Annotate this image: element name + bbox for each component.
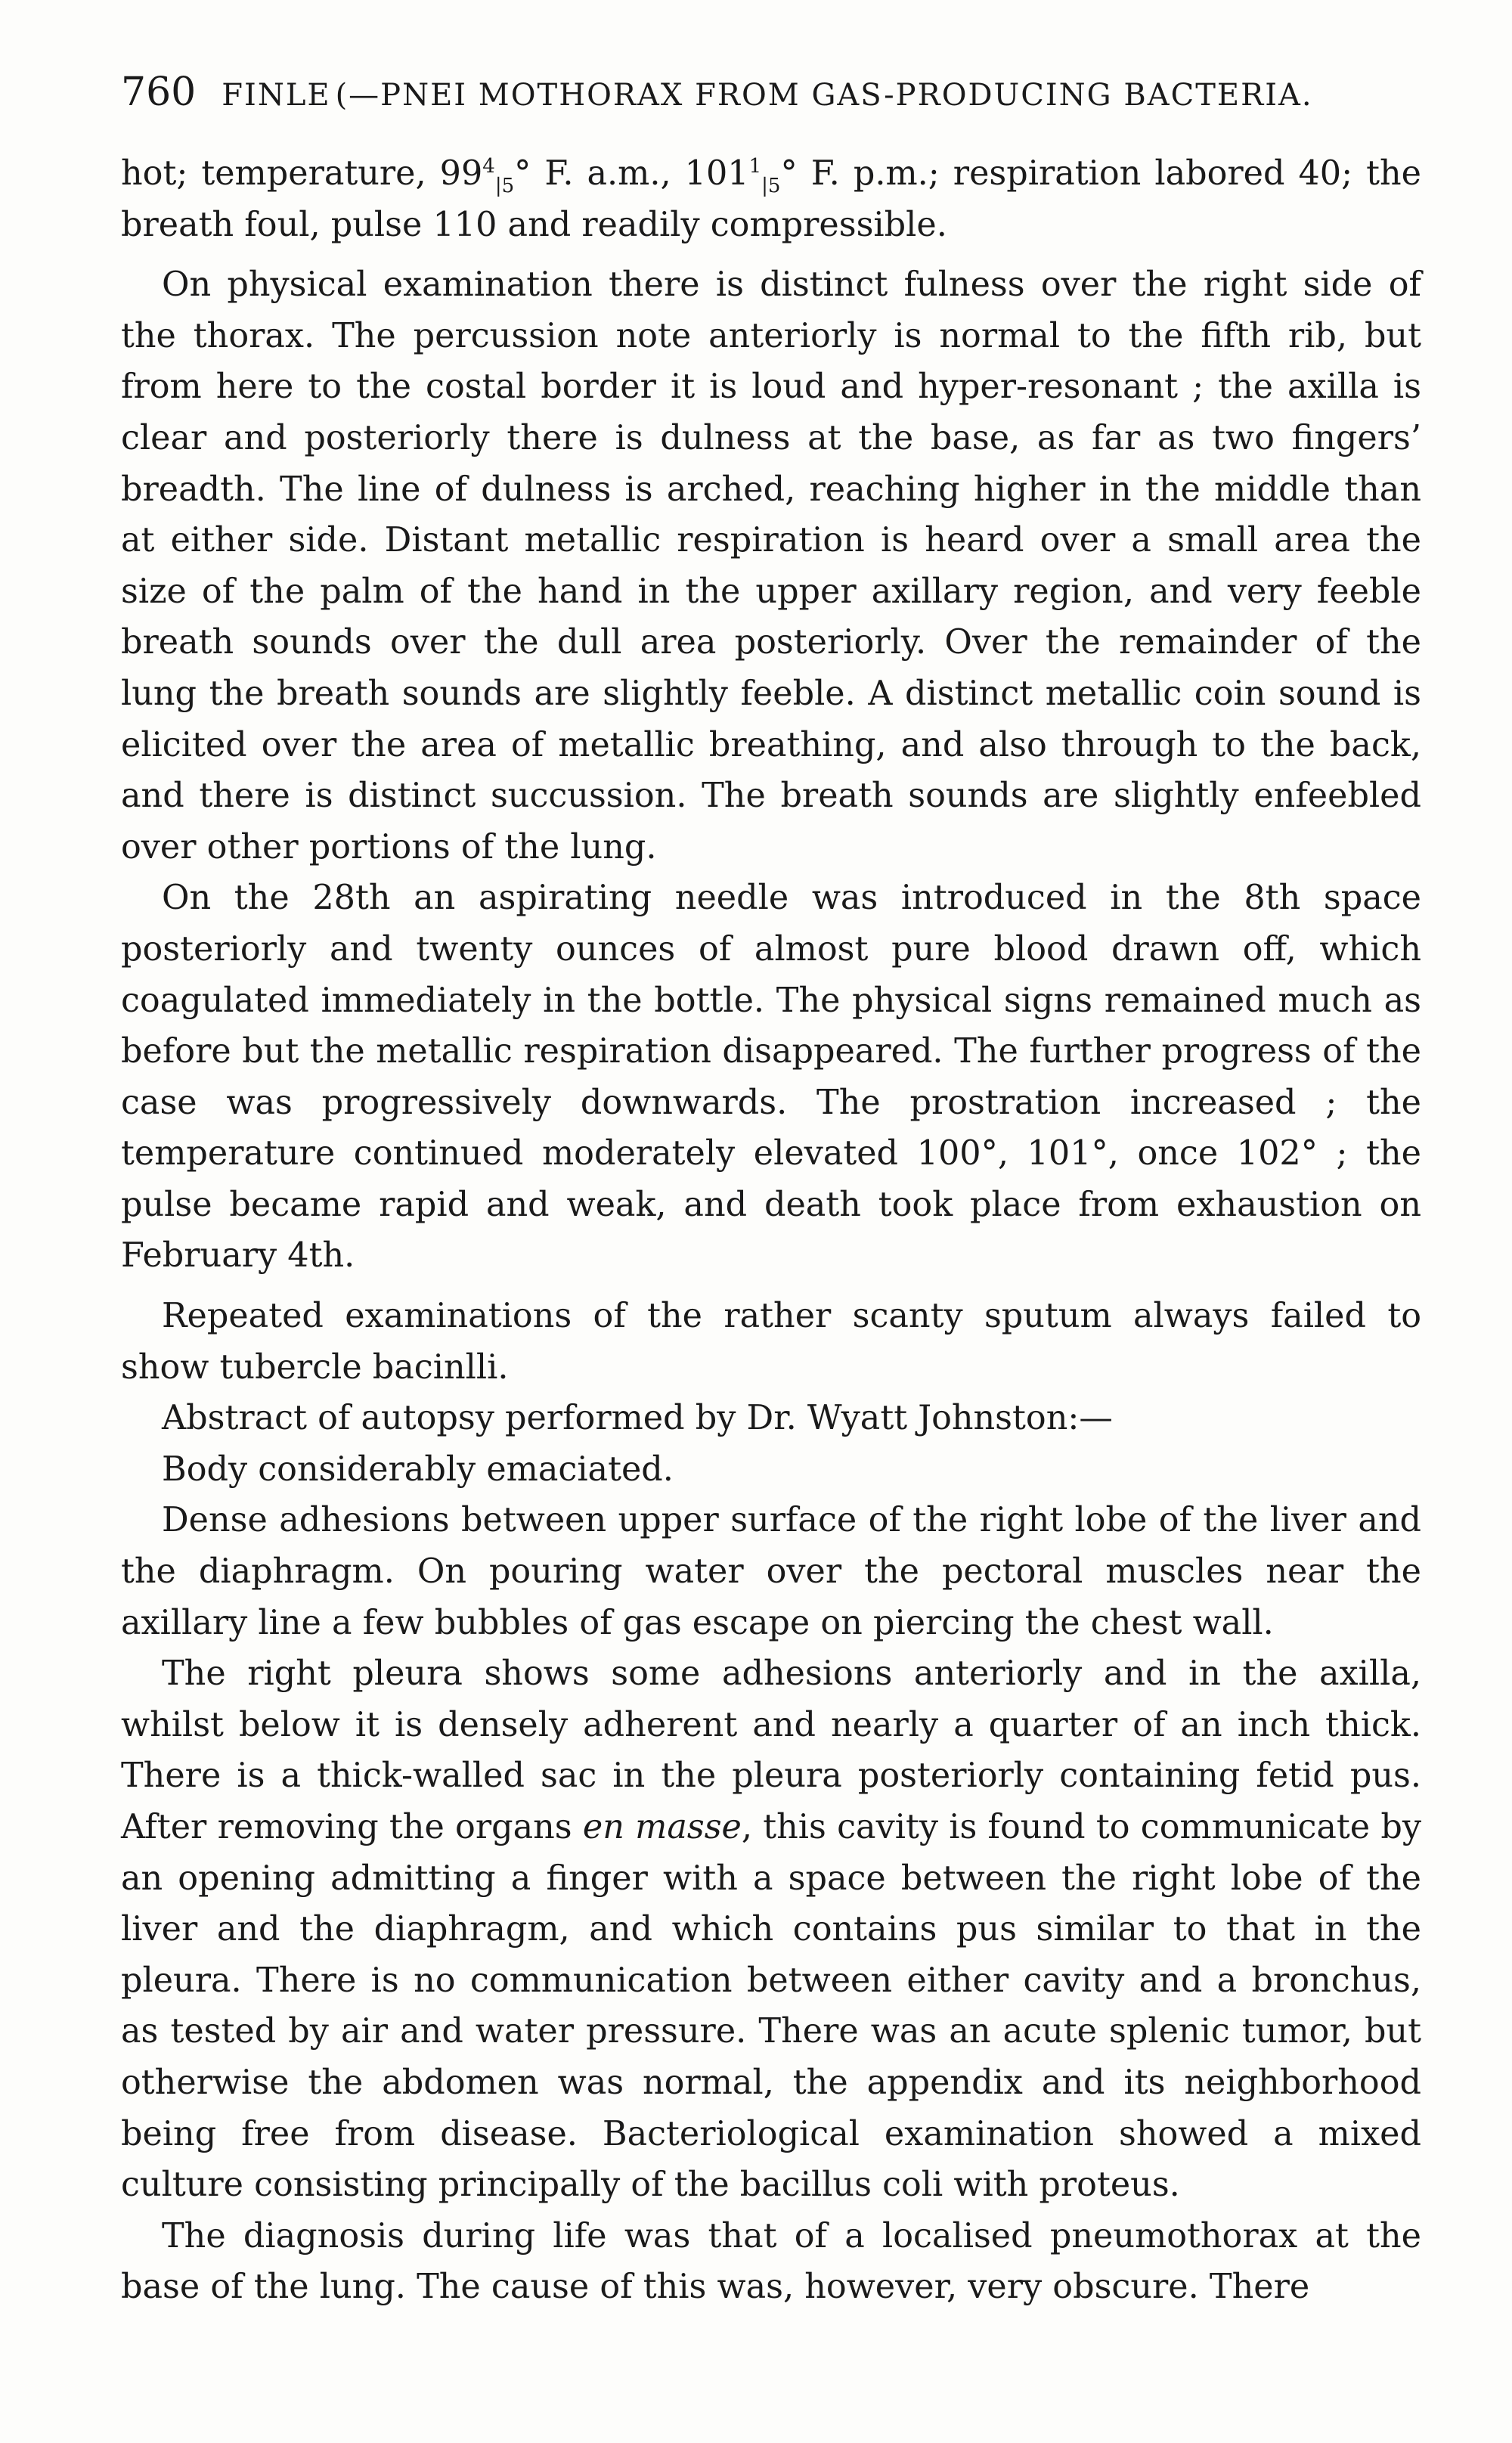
paragraph: Repeated examinations of the rather scanty sputum always failed to show tubercle bacinlli. xyxy=(121,1297,1421,1387)
paragraph: Dense adhesions between upper surface of the right lobe of the liver and the diaphragm. On pouring water over the pectoral muscles near the axillary line a few bubbles of gas escape on piercing the chest wall. xyxy=(121,1501,1421,1642)
paragraph: Body considerably emaciated. xyxy=(162,1449,674,1489)
text-run: hot; temperature, 99 xyxy=(121,154,483,193)
paragraph xyxy=(121,148,1421,250)
running-header xyxy=(121,70,1421,115)
text-run: ° F. p.m.; respiration labored 40; the breath foul, pulse 110 and readily compressible. xyxy=(121,154,1421,244)
superscript: 1 xyxy=(748,155,762,178)
text-run: The right pleura shows some adhesions anteriorly and in the axilla, whilst below it is densely adherent and nearly a quarter of an inch thick. There is a thick-walled sac in the pleura posteriorly containing fetid pus. After removing the organs xyxy=(121,1654,1421,1846)
subscript: |5 xyxy=(494,174,515,197)
running-title: FINLE (—PNEI MOTHORAX FROM GAS-PRODUCING BACTERIA. xyxy=(222,78,1313,113)
paragraph: The diagnosis during life was that of a localised pneumothorax at the base of the lung. The cause of this was, however, very obscure. There xyxy=(121,2216,1421,2307)
paragraph: On the 28th an aspirating needle was introduced in the 8th space posteriorly and twenty ounces of almost pure blood drawn off, which coagulated immediately in the bottle. The physical signs remained much as before but the metallic respiration disappeared. The further progress of the case was progressively downwards. The prostration increased ; the temperature continued moderately elevated 100°, 101°, once 102° ; the pulse became rapid and weak, and death took place from exhaustion on February 4th. xyxy=(121,879,1421,1276)
superscript: 4 xyxy=(482,155,495,178)
italic-text: en masse xyxy=(582,1808,742,1846)
text-run: ° F. a.m., 101 xyxy=(514,154,749,193)
body-text xyxy=(121,148,1421,2313)
paragraph: On physical examination there is distinct fulness over the right side of the thorax. The percussion note anteriorly is normal to the fifth rib, but from here to the costal border it is loud and hyper-resonant ; the axilla is clear and posteriorly there is dulness at the base, as far as two fingers’ breadth. The line of dulness is arched, reaching higher in the middle than at either side. Distant metallic respiration is heard over a small area the size of the palm of the hand in the upper axillary region, and very feeble breath sounds over the dull area posteriorly. Over the remainder of the lung the breath sounds are slightly feeble. A distinct metallic coin sound is elicited over the area of metallic breathing, and also through to the back, and there is distinct succussion. The breath sounds are slightly enfeebled over other portions of the lung. xyxy=(121,265,1421,867)
subscript: |5 xyxy=(761,174,781,197)
paragraph xyxy=(121,1648,1421,2211)
text-run: , this cavity is found to communicate by an opening admitting a finger with a space between the right lobe of the liver and the diaphragm, and which contains pus similar to that in the pleura. There is no communication between either cavity and a bronchus, as tested by air and water pressure. There was an acute splenic tumor, but otherwise the abdomen was normal, the appendix and its neighborhood being free from disease. Bacteriological examination showed a mixed culture consisting principally of the bacillus coli with proteus. xyxy=(121,1808,1421,2205)
paragraph: Abstract of autopsy performed by Dr. Wyatt Johnston:— xyxy=(162,1399,1113,1438)
page-number: 760 xyxy=(121,70,197,115)
